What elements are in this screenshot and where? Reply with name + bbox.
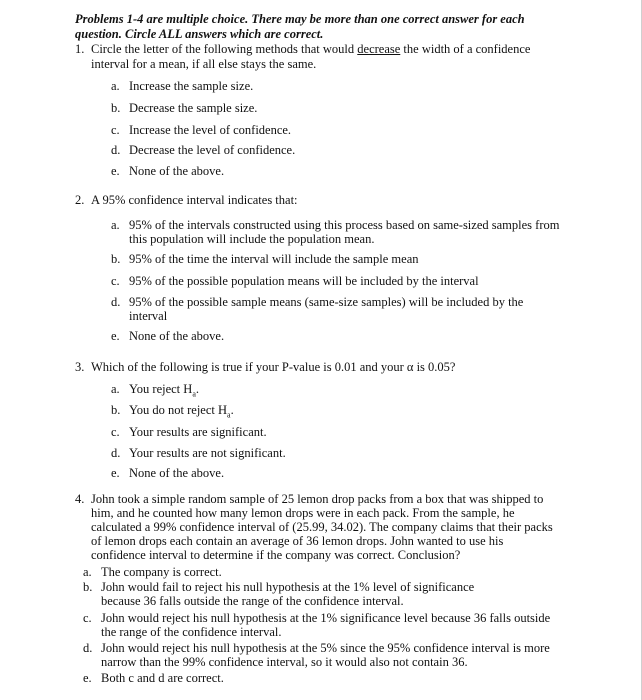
question-1-text-line-2: interval for a mean, if all else stays the same. xyxy=(91,57,317,71)
q2-option-a-line-2: this population will include the population mean. xyxy=(129,232,375,246)
question-4-line-5: confidence interval to determine if the company was correct. Conclusion? xyxy=(91,548,461,562)
q4-option-c-line-2: the range of the confidence interval. xyxy=(101,625,282,639)
q1-option-a[interactable]: a. Increase the sample size. xyxy=(111,79,254,93)
q3-option-c[interactable]: c. Your results are significant. xyxy=(111,425,267,439)
q2-option-b[interactable]: b. 95% of the time the interval will include the sample mean xyxy=(111,252,419,266)
question-4-line-1: John took a simple random sample of 25 lemon drop packs from a box that was shipped to xyxy=(91,492,544,506)
question-4-line-2: him, and he counted how many lemon drops were in each pack. From the sample, he xyxy=(91,506,515,520)
underlined-decrease: decrease xyxy=(357,42,401,56)
q1-option-e[interactable]: e. None of the above. xyxy=(111,164,225,178)
question-4-line-4: of lemon drops each contain an average of 36 lemon drops. John wanted to use his xyxy=(91,534,504,548)
q3-option-b[interactable]: b. You do not reject $H_a$. xyxy=(111,403,234,420)
q4-option-e[interactable]: e. Both c and d are correct. xyxy=(83,671,224,685)
q3-option-e[interactable]: e. None of the above. xyxy=(111,466,225,480)
question-2-number: 2. xyxy=(75,193,85,207)
question-4-line-3: calculated a 99% confidence interval of (25.99, 34.02). The company claims that their packs xyxy=(91,520,553,534)
q4-option-a[interactable]: a. The company is correct. xyxy=(83,565,222,579)
q1-option-b[interactable]: b. Decrease the sample size. xyxy=(111,101,258,115)
q4-option-b[interactable]: b. John would fail to reject his null hypothesis at the 1% level of significance xyxy=(83,580,475,594)
q4-option-b-line-2: because 36 falls outside the range of the confidence interval. xyxy=(101,594,404,608)
q1-option-d[interactable]: d. Decrease the level of confidence. xyxy=(111,143,296,157)
instructions-header xyxy=(75,12,595,42)
q2-option-c[interactable]: c. 95% of the possible population means will be included by the interval xyxy=(111,274,479,288)
question-3-text: Which of the following is true if your P-value is 0.01 and your α is 0.05? xyxy=(91,360,456,374)
question-1-number: 1. xyxy=(75,42,85,56)
instructions-line-1: Problems 1-4 are multiple choice. There may be more than one correct answer for each xyxy=(75,12,525,26)
instructions-line-2: question. Circle ALL answers which are correct. xyxy=(75,27,324,41)
q4-option-d-line-2: narrow than the 99% confidence interval, so it would also not contain 36. xyxy=(101,655,468,669)
q4-option-d[interactable]: d. John would reject his null hypothesis at the 5% since the 95% confidence interval is more xyxy=(83,641,550,655)
question-3-number: 3. xyxy=(75,360,85,374)
q2-option-d-line-2: interval xyxy=(129,309,168,323)
q2-option-a[interactable]: a. 95% of the intervals constructed using this process based on same-sized samples from xyxy=(111,218,560,232)
question-4-number: 4. xyxy=(75,492,85,506)
q1-option-c[interactable]: c. Increase the level of confidence. xyxy=(111,123,292,137)
question-2-text: A 95% confidence interval indicates that: xyxy=(91,193,298,207)
q2-option-e[interactable]: e. None of the above. xyxy=(111,329,225,343)
question-1-text: Circle the letter of the following methods that would decrease the width of a confidence xyxy=(91,42,531,56)
q2-option-d[interactable]: d. 95% of the possible sample means (same-size samples) will be included by the xyxy=(111,295,524,309)
q3-option-a[interactable]: a. You reject $H_a$. xyxy=(111,382,199,399)
q4-option-c[interactable]: c. John would reject his null hypothesis at the 1% significance level because 36 falls outside xyxy=(83,611,551,625)
q3-option-d[interactable]: d. Your results are not significant. xyxy=(111,446,286,460)
